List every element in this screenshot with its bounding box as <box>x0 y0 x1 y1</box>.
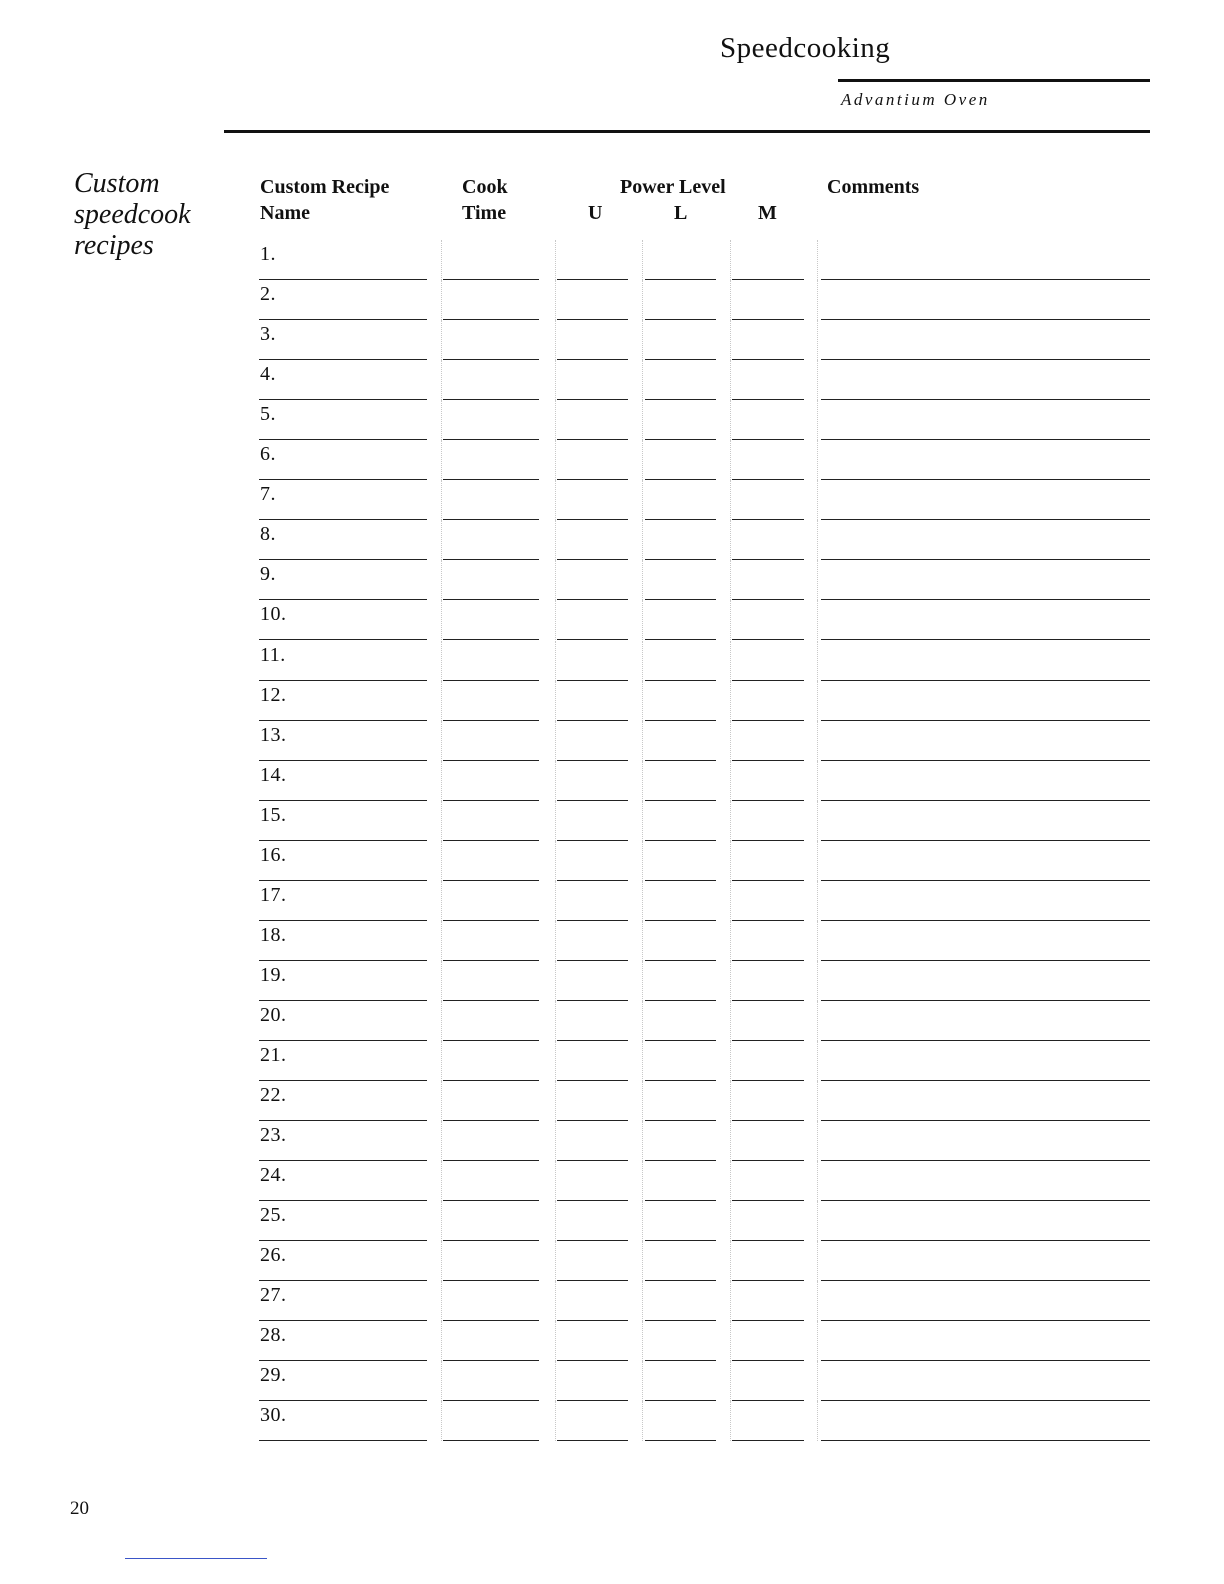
column-guide <box>555 681 556 721</box>
column-guide <box>441 360 442 400</box>
column-header-l: L <box>674 202 688 224</box>
table-row <box>0 1161 1224 1201</box>
row-number: 21. <box>260 1044 287 1066</box>
table-row <box>0 961 1224 1001</box>
column-guide <box>555 1041 556 1081</box>
column-guide <box>642 801 643 841</box>
column-guide <box>441 520 442 560</box>
section-title: Custom speedcook recipes <box>74 168 191 261</box>
column-guide <box>555 881 556 921</box>
column-guide <box>642 560 643 600</box>
power-m-line[interactable] <box>732 1440 804 1441</box>
column-guide <box>730 1321 731 1361</box>
column-guide <box>730 520 731 560</box>
column-guide <box>555 400 556 440</box>
row-number: 22. <box>260 1084 287 1107</box>
row-number: 29. <box>260 1364 287 1387</box>
column-guide <box>642 1241 643 1281</box>
column-guide <box>817 280 818 320</box>
row-number: 24. <box>260 1164 287 1187</box>
column-guide <box>817 1401 818 1441</box>
column-guide <box>555 1001 556 1041</box>
column-guide <box>730 921 731 961</box>
column-guide <box>730 280 731 320</box>
column-guide <box>441 681 442 721</box>
column-guide <box>555 1321 556 1361</box>
column-guide <box>555 841 556 881</box>
column-guide <box>730 360 731 400</box>
column-guide <box>441 1081 442 1121</box>
column-guide <box>555 1201 556 1241</box>
column-guide <box>642 1321 643 1361</box>
column-header-recipe-name: Custom Recipe Name <box>260 176 390 224</box>
column-guide <box>642 841 643 881</box>
column-guide <box>730 721 731 761</box>
column-guide <box>441 841 442 881</box>
row-number: 28. <box>260 1324 287 1347</box>
row-number: 19. <box>260 963 287 986</box>
column-guide <box>555 1281 556 1321</box>
column-guide <box>642 681 643 721</box>
column-guide <box>817 440 818 480</box>
column-guide <box>817 240 818 280</box>
row-number: 9. <box>260 563 276 586</box>
column-guide <box>555 961 556 1001</box>
column-guide <box>730 641 731 681</box>
row-number: 17. <box>260 883 287 906</box>
column-guide <box>642 921 643 961</box>
column-guide <box>555 801 556 841</box>
power-l-line[interactable] <box>645 1440 716 1441</box>
row-number: 11. <box>260 643 286 666</box>
row-number: 25. <box>260 1204 287 1227</box>
column-guide <box>555 1361 556 1401</box>
column-guide <box>817 881 818 921</box>
column-guide <box>642 1161 643 1201</box>
column-guide <box>555 1081 556 1121</box>
column-guide <box>555 1241 556 1281</box>
column-header-u: U <box>588 202 603 224</box>
column-guide <box>555 1161 556 1201</box>
column-guide <box>441 1361 442 1401</box>
column-guide <box>817 1361 818 1401</box>
table-row <box>0 600 1224 640</box>
table-row <box>0 1081 1224 1121</box>
column-guide <box>642 440 643 480</box>
column-guide <box>642 600 643 640</box>
column-guide <box>441 1401 442 1441</box>
row-number: 18. <box>260 923 287 946</box>
column-guide <box>730 1001 731 1041</box>
column-guide <box>730 801 731 841</box>
column-guide <box>817 961 818 1001</box>
column-guide <box>730 600 731 640</box>
column-guide <box>441 801 442 841</box>
column-guide <box>817 600 818 640</box>
comments-line[interactable] <box>821 1440 1150 1441</box>
row-number: 7. <box>260 483 276 506</box>
column-guide <box>642 1361 643 1401</box>
column-guide <box>642 961 643 1001</box>
column-guide <box>730 480 731 520</box>
column-guide <box>441 1281 442 1321</box>
column-guide <box>730 320 731 360</box>
table-row <box>0 360 1224 400</box>
column-guide <box>642 1121 643 1161</box>
table-row <box>0 280 1224 320</box>
column-guide <box>441 1041 442 1081</box>
column-guide <box>817 360 818 400</box>
column-guide <box>730 1161 731 1201</box>
column-guide <box>555 240 556 280</box>
table-row <box>0 1041 1224 1081</box>
column-guide <box>555 761 556 801</box>
column-guide <box>730 1201 731 1241</box>
row-number: 14. <box>260 763 287 786</box>
table-row <box>0 721 1224 761</box>
column-guide <box>441 641 442 681</box>
column-guide <box>555 480 556 520</box>
column-guide <box>441 721 442 761</box>
table-row <box>0 921 1224 961</box>
column-guide <box>642 1001 643 1041</box>
row-number: 30. <box>260 1404 287 1427</box>
column-guide <box>642 240 643 280</box>
column-guide <box>817 721 818 761</box>
table-row <box>0 681 1224 721</box>
table-row <box>0 1001 1224 1041</box>
column-guide <box>555 520 556 560</box>
table-row <box>0 1121 1224 1161</box>
column-guide <box>817 1241 818 1281</box>
column-guide <box>730 961 731 1001</box>
column-guide <box>730 1121 731 1161</box>
table-row <box>0 520 1224 560</box>
column-guide <box>730 440 731 480</box>
column-guide <box>441 1001 442 1041</box>
column-guide <box>555 1121 556 1161</box>
column-guide <box>817 1281 818 1321</box>
column-guide <box>817 1321 818 1361</box>
column-guide <box>441 240 442 280</box>
row-number: 6. <box>260 443 276 466</box>
column-guide <box>555 641 556 681</box>
column-guide <box>817 1081 818 1121</box>
column-guide <box>441 921 442 961</box>
column-guide <box>730 560 731 600</box>
row-number: 13. <box>260 723 287 746</box>
row-number: 10. <box>260 603 287 626</box>
column-guide <box>555 320 556 360</box>
row-number: 12. <box>260 683 287 706</box>
power-u-line[interactable] <box>557 1440 628 1441</box>
row-number: 26. <box>260 1244 287 1267</box>
table-row <box>0 761 1224 801</box>
row-number: 23. <box>260 1124 287 1147</box>
column-guide <box>441 1241 442 1281</box>
column-guide <box>817 1161 818 1201</box>
page-title: Speedcooking <box>720 32 891 64</box>
column-guide <box>441 1321 442 1361</box>
row-number: 1. <box>260 243 276 265</box>
column-guide <box>642 1401 643 1441</box>
column-guide <box>730 841 731 881</box>
footer-rule <box>125 1558 267 1559</box>
column-guide <box>441 480 442 520</box>
column-header-m: M <box>758 202 777 224</box>
row-number: 8. <box>260 523 276 546</box>
column-guide <box>817 320 818 360</box>
column-guide <box>441 560 442 600</box>
column-guide <box>730 1281 731 1321</box>
column-guide <box>555 921 556 961</box>
column-guide <box>730 881 731 921</box>
column-guide <box>817 520 818 560</box>
table-row <box>0 801 1224 841</box>
column-guide <box>817 761 818 801</box>
table-row <box>0 440 1224 480</box>
column-guide <box>642 320 643 360</box>
column-guide <box>441 961 442 1001</box>
column-guide <box>441 1121 442 1161</box>
column-header-power-level: Power Level <box>620 176 726 198</box>
column-guide <box>817 1201 818 1241</box>
table-row <box>0 240 1224 280</box>
cook-time-line[interactable] <box>443 1440 539 1441</box>
column-guide <box>642 641 643 681</box>
column-guide <box>441 320 442 360</box>
page-number: 20 <box>70 1498 89 1519</box>
column-guide <box>817 560 818 600</box>
column-guide <box>817 921 818 961</box>
column-guide <box>642 721 643 761</box>
recipe-name-line[interactable] <box>259 1440 427 1441</box>
column-guide <box>817 841 818 881</box>
column-guide <box>642 881 643 921</box>
row-number: 27. <box>260 1284 287 1307</box>
table-row <box>0 1361 1224 1401</box>
column-guide <box>817 1121 818 1161</box>
column-guide <box>817 1001 818 1041</box>
column-guide <box>441 280 442 320</box>
table-row <box>0 480 1224 520</box>
column-guide <box>555 721 556 761</box>
column-guide <box>441 600 442 640</box>
column-guide <box>441 1201 442 1241</box>
column-guide <box>555 600 556 640</box>
column-guide <box>642 1041 643 1081</box>
column-guide <box>730 1401 731 1441</box>
column-guide <box>642 1201 643 1241</box>
column-guide <box>555 1401 556 1441</box>
column-guide <box>441 761 442 801</box>
page-subtitle: Advantium Oven <box>841 90 990 109</box>
table-row <box>0 560 1224 600</box>
column-guide <box>441 1161 442 1201</box>
table-row <box>0 881 1224 921</box>
row-number: 5. <box>260 403 276 426</box>
table-row <box>0 1321 1224 1361</box>
column-guide <box>441 400 442 440</box>
column-guide <box>555 440 556 480</box>
column-guide <box>642 400 643 440</box>
column-guide <box>642 761 643 801</box>
column-guide <box>730 1041 731 1081</box>
column-guide <box>642 1081 643 1121</box>
column-guide <box>642 520 643 560</box>
column-guide <box>730 240 731 280</box>
column-guide <box>555 560 556 600</box>
table-row <box>0 1201 1224 1241</box>
table-row <box>0 320 1224 360</box>
column-guide <box>642 1281 643 1321</box>
column-guide <box>730 681 731 721</box>
row-number: 20. <box>260 1003 287 1026</box>
column-guide <box>730 1361 731 1401</box>
table-row <box>0 400 1224 440</box>
row-number: 15. <box>260 803 287 826</box>
column-guide <box>817 480 818 520</box>
column-guide <box>817 400 818 440</box>
table-row <box>0 841 1224 881</box>
column-guide <box>441 881 442 921</box>
column-guide <box>555 360 556 400</box>
table-row <box>0 1281 1224 1321</box>
column-guide <box>817 641 818 681</box>
column-guide <box>642 480 643 520</box>
row-number: 2. <box>260 283 276 306</box>
column-header-cook-time: Cook Time <box>462 176 508 224</box>
table-row <box>0 1401 1224 1441</box>
column-guide <box>730 1081 731 1121</box>
column-guide <box>730 1241 731 1281</box>
column-guide <box>817 1041 818 1081</box>
row-number: 3. <box>260 323 276 346</box>
row-number: 4. <box>260 363 276 386</box>
column-guide <box>642 280 643 320</box>
column-guide <box>730 400 731 440</box>
column-guide <box>817 681 818 721</box>
row-number: 16. <box>260 843 287 866</box>
column-guide <box>817 801 818 841</box>
column-guide <box>642 360 643 400</box>
table-row <box>0 1241 1224 1281</box>
column-header-comments: Comments <box>827 176 920 198</box>
column-guide <box>730 761 731 801</box>
column-guide <box>441 440 442 480</box>
column-guide <box>555 280 556 320</box>
table-row <box>0 641 1224 681</box>
